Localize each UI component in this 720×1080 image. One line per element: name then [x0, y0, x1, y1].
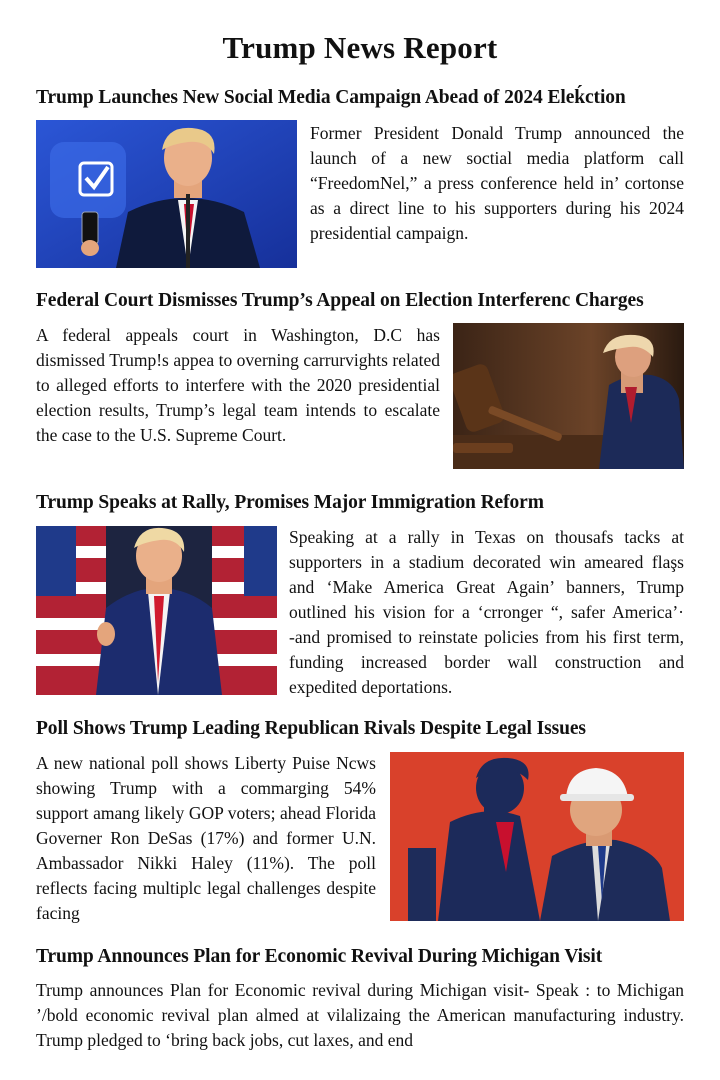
article-2-photo — [453, 323, 684, 469]
article-3-body: Speaking at a rally in Texas on thousafs tacks at supporters in a stadium decorated win ameared flaşs and ‘Make America Great Again’ banners, Trump outlined his vision for a ‘crronger “, safer America’· ‑and promised to reinstate policies from his first term, funding increased border wall construction and expedited deportations. — [289, 527, 684, 697]
article-3-headline[interactable]: Trump Speaks at Rally, Promises Major Immigration Reform — [36, 492, 544, 513]
article-1-photo — [36, 120, 297, 268]
article-1-body: Former President Donald Trump announced the launch of a new soctial media platform call “FreedomNel,” a press conference held in’ cortonse as a direct line to his supporters during his 2024 presidential campaign. — [310, 123, 684, 243]
article-4-body: A new national poll shows Liberty Puise Ncws showing Trump with a commarging 54% support amang likely GOP voters; ahead Florida Governer Ron DeSas (17%) and former U.N. Ambassador Nikki Haley (11%). The poll reflects facing multiplc legal challenges despite facing — [36, 753, 376, 923]
article-2-headline[interactable]: Federal Court Dismisses Trump’s Appeal on Election Interferenc Charges — [36, 290, 644, 311]
flag-right-icon — [212, 526, 277, 695]
article-4-headline[interactable]: Poll Shows Trump Leading Republican Rivals Despite Legal Issues — [36, 718, 586, 739]
page-title: Trump News Report — [222, 30, 498, 65]
article-1-headline[interactable]: Trump Launches New Social Media Campaign Abead of 2024 Eleḱction — [36, 87, 626, 108]
article-5-body: Trump announces Plan for Economic revival during Michigan visit- Speak : to Michigan ’/bold economic revival plan almed at vilalizaing the American manufacturing industry. Trump pledged to ‘bring back jobs, cut laxes, and end — [36, 980, 684, 1050]
article-5-headline[interactable]: Trump Announces Plan for Economic Revival During Michigan Visit — [36, 946, 603, 967]
article-3-photo — [36, 526, 277, 695]
article-2-body: A federal appeals court in Washington, D.C has dismissed Trump!s appea to overning carrurvights related to alleged efforts to interfere with the 2020 presidential election results, Trump’s legal team intends to escalate the case to the U.S. Supreme Court. — [36, 325, 440, 445]
flag-left-icon — [36, 526, 106, 695]
article-4-illustration — [390, 752, 684, 921]
